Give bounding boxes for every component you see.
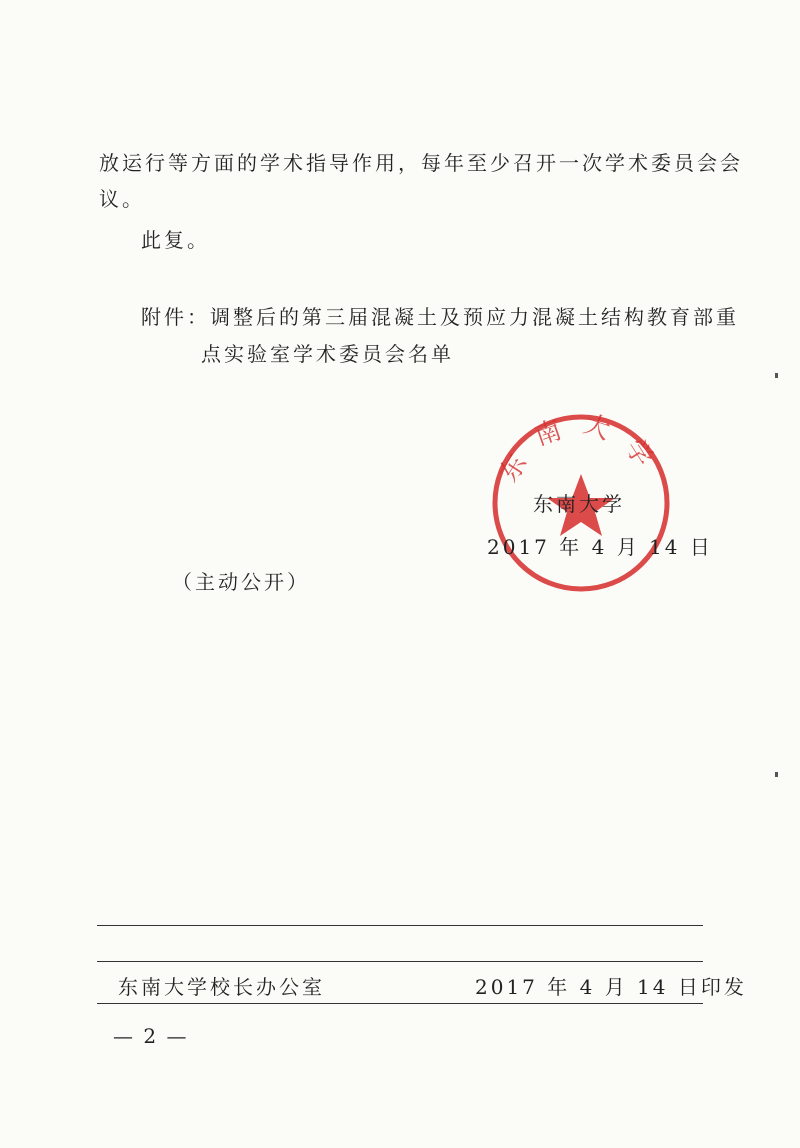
seal-text: 东南大学 [494,412,668,488]
footer-rule-bottom [97,1003,703,1004]
disclosure-label: （主动公开） [172,570,310,594]
binding-mark [775,772,778,777]
closing-text: 此复。 [141,228,210,252]
body-line-1: 放运行等方面的学术指导作用，每年至少召开一次学术委员会会 [99,151,743,175]
signature-org: 东南大学 [533,492,625,516]
signature-date: 2017 年 4 月 14 日 [487,535,713,559]
footer-rule-middle [97,961,703,962]
binding-mark [775,373,778,378]
issue-date: 2017 年 4 月 14 日印发 [475,975,747,999]
attachment-line-1: 附件：调整后的第三届混凝土及预应力混凝土结构教育部重 [141,305,739,329]
page-number: — 2 — [113,1024,189,1048]
body-line-2: 议。 [99,187,145,211]
footer-rule-top [97,925,703,926]
issuer-label: 东南大学校长办公室 [118,975,325,999]
attachment-line-2: 点实验室学术委员会名单 [201,342,454,366]
